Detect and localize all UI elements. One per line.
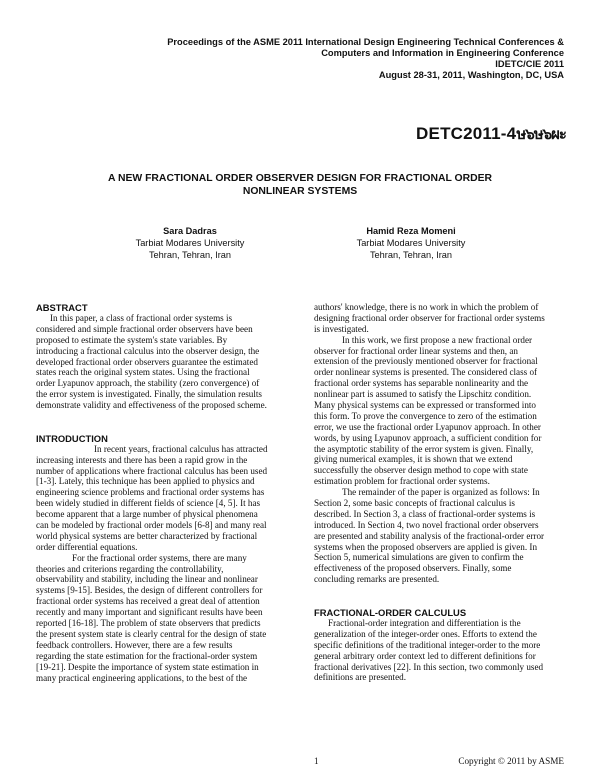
spacer <box>314 596 565 607</box>
text-line: world physical systems are better characterized by fractional <box>36 530 258 541</box>
copyright-notice: Copyright © 2011 by ASME <box>458 756 564 766</box>
header-line: Computers and Information in Engineering Conference <box>321 48 564 58</box>
text-line: regarding the state estimation for the fractional-order system <box>36 650 258 661</box>
text-line: states reach the original system states. Using the fractional <box>36 367 250 378</box>
text-line: can be modeled by fractional order models [6-8] and many real <box>36 520 267 531</box>
spacer <box>36 422 287 433</box>
text-line: error, we use the fractional order Lyapunov approach. In other <box>314 421 541 432</box>
text-line: fractional derivatives [22]. In this section, two commonly used <box>314 661 544 672</box>
text-line: order Lyapunov approach, the stability (zero convergence) of <box>36 378 260 389</box>
text-line: is investigated. <box>314 323 369 334</box>
text-line: designing fractional order observer for fractional order systems <box>314 312 545 323</box>
text-line: extension of the previously mentioned observer for fractional <box>314 356 538 367</box>
left-column <box>36 302 287 683</box>
author-location: Tehran, Tehran, Iran <box>369 250 453 260</box>
right-column <box>314 302 565 683</box>
author-affiliation: Tarbiat Modares University <box>356 238 466 248</box>
author-affiliation: Tarbiat Modares University <box>135 238 245 248</box>
section-heading-fractional-order-calculus: FRACTIONAL-ORDER CALCULUS <box>314 606 467 618</box>
text-line: introducing a fractional calculus into the observer design, the <box>36 345 260 356</box>
text-line: become apparent that a large number of physical phenomena <box>36 509 258 520</box>
text-line: the asymptotic stability of the error system is given. Finally, <box>314 443 534 454</box>
text-line: successfully the observer design method to cope with state <box>314 465 528 476</box>
text-line: giving numerical examples, it is shown that we extend <box>314 454 513 465</box>
title-line: NONLINEAR SYSTEMS <box>242 186 358 197</box>
text-line: introduced. In Section 4, two novel fractional order observers <box>314 519 539 530</box>
text-line: the present system state is clearly central for the design of state <box>36 628 267 639</box>
text-line: In recent years, fractional calculus has attracted <box>94 443 268 454</box>
text-line: authors' knowledge, there is no work in which the problem of <box>314 302 539 312</box>
text-line: In this paper, a class of fractional order systems is <box>50 313 233 323</box>
text-line: For the fractional order systems, there are many <box>72 552 247 563</box>
title-line: A NEW FRACTIONAL ORDER OBSERVER DESIGN FOR FRACTIONAL ORDER <box>107 173 493 184</box>
section-heading-abstract: ABSTRACT <box>36 302 88 313</box>
text-line: number of applications where fractional calculus has been used <box>36 465 268 476</box>
text-line: general arbitrary order context led to different definitions for <box>314 650 536 661</box>
text-line: Fractional-order integration and differentiation is the <box>328 617 521 628</box>
page-number: 1 <box>314 756 319 766</box>
text-line: considered and simple fractional order observers have been <box>36 323 253 334</box>
text-line: observer for fractional order linear systems and then, an <box>314 345 518 356</box>
text-line: order nonlinear systems is presented. The considered class of <box>314 367 538 378</box>
text-line: generalization of the integer-order ones. Efforts to extend the <box>314 628 537 639</box>
header-line: Proceedings of the ASME 2011 International Design Engineering Technical Conferences & <box>167 37 564 47</box>
author-block <box>316 225 506 261</box>
text-line: are presented and stability analysis of the fractional-order error <box>314 530 545 541</box>
text-line: specific definitions of the traditional integer-order to the more <box>314 639 541 650</box>
abstract-text <box>36 313 287 411</box>
text-line: engineering science problems and fractional order systems has <box>36 487 265 498</box>
text-line: concluding remarks are presented. <box>314 574 440 585</box>
text-line: many practical engineering applications, to the best of the <box>36 672 248 683</box>
text-line: developed fractional order observers guarantee the estimated <box>36 356 258 367</box>
text-line: recently and many important and significant results have been <box>36 607 263 618</box>
text-line: increasing interests and there has been a rapid grow in the <box>36 454 248 465</box>
header-line: IDETC/CIE 2011 <box>495 59 564 69</box>
introduction-continued-text <box>314 302 565 585</box>
text-line: Section 2, some basic concepts of fractional calculus is <box>314 498 515 509</box>
author-block <box>95 225 285 261</box>
text-line: [19-21]. Despite the importance of system state estimation in <box>36 661 259 672</box>
text-line: the error system is investigated. Finally, the simulation results <box>36 389 262 400</box>
author-name: Sara Dadras <box>163 226 217 236</box>
author-name: Hamid Reza Momeni <box>366 226 456 236</box>
text-line: been widely studied in different fields of science [4, 5]. It has <box>36 498 261 509</box>
text-line: feedback controllers. However, there are a few results <box>36 639 233 650</box>
spacer <box>36 411 287 422</box>
text-line: proposed to estimate the system's state variables. By <box>36 334 228 345</box>
text-line: this form. To prove the convergence to zero of the estimation <box>314 410 537 421</box>
text-line: observability and stability, including the linear and nonlinear <box>36 574 258 585</box>
text-line: systems [9-15]. Besides, the design of different controllers for <box>36 585 263 596</box>
section-heading-introduction: INTRODUCTION <box>36 432 108 444</box>
paper-id-suffix: ษ๖ษ๖ผะ <box>516 126 566 143</box>
text-line: described. In Section 3, a class of fractional-order systems is <box>314 508 536 519</box>
text-line: fractional order systems has received a great deal of attention <box>36 596 260 607</box>
text-line: [1-3]. Lately, this technique has been applied to physics and <box>36 476 255 487</box>
text-line: systems when the proposed observers are applied is given. In <box>314 541 538 552</box>
text-line: order differential equations. <box>36 541 138 552</box>
text-line: demonstrate validity and effectiveness of the proposed scheme. <box>36 400 267 411</box>
text-line: reported [16-18]. The problem of state observers that predicts <box>36 618 261 629</box>
paper-id-prefix: DETC2011-4 <box>416 124 517 143</box>
proceedings-header <box>84 37 564 81</box>
text-line: theories and criterions regarding the controllability, <box>36 563 224 574</box>
author-location: Tehran, Tehran, Iran <box>148 250 232 260</box>
text-line: nonlinear part is assumed to satisfy the Lipschitz condition. <box>314 389 532 400</box>
calculus-text <box>314 618 565 683</box>
text-line: fractional order systems has separable nonlinearity and the <box>314 378 529 389</box>
text-line: words, by using Lyapunov approach, a sufficient condition for <box>314 432 542 443</box>
text-line: The remainder of the paper is organized as follows: In <box>342 487 540 498</box>
paper-title <box>40 172 560 198</box>
text-line: definitions are presented. <box>314 672 406 683</box>
text-line: In this work, we first propose a new fractional order <box>342 334 533 345</box>
text-line: estimation problem for fractional order systems. <box>314 476 490 487</box>
paper-id <box>416 122 566 146</box>
text-line: Section 5, numerical simulations are given to confirm the <box>314 552 524 563</box>
spacer <box>314 585 565 596</box>
introduction-text <box>36 444 287 684</box>
text-line: Many physical systems can be expressed or transformed into <box>314 400 536 411</box>
header-line: August 28-31, 2011, Washington, DC, USA <box>378 70 564 80</box>
text-line: effectiveness of the proposed observers. Finally, some <box>314 563 512 574</box>
